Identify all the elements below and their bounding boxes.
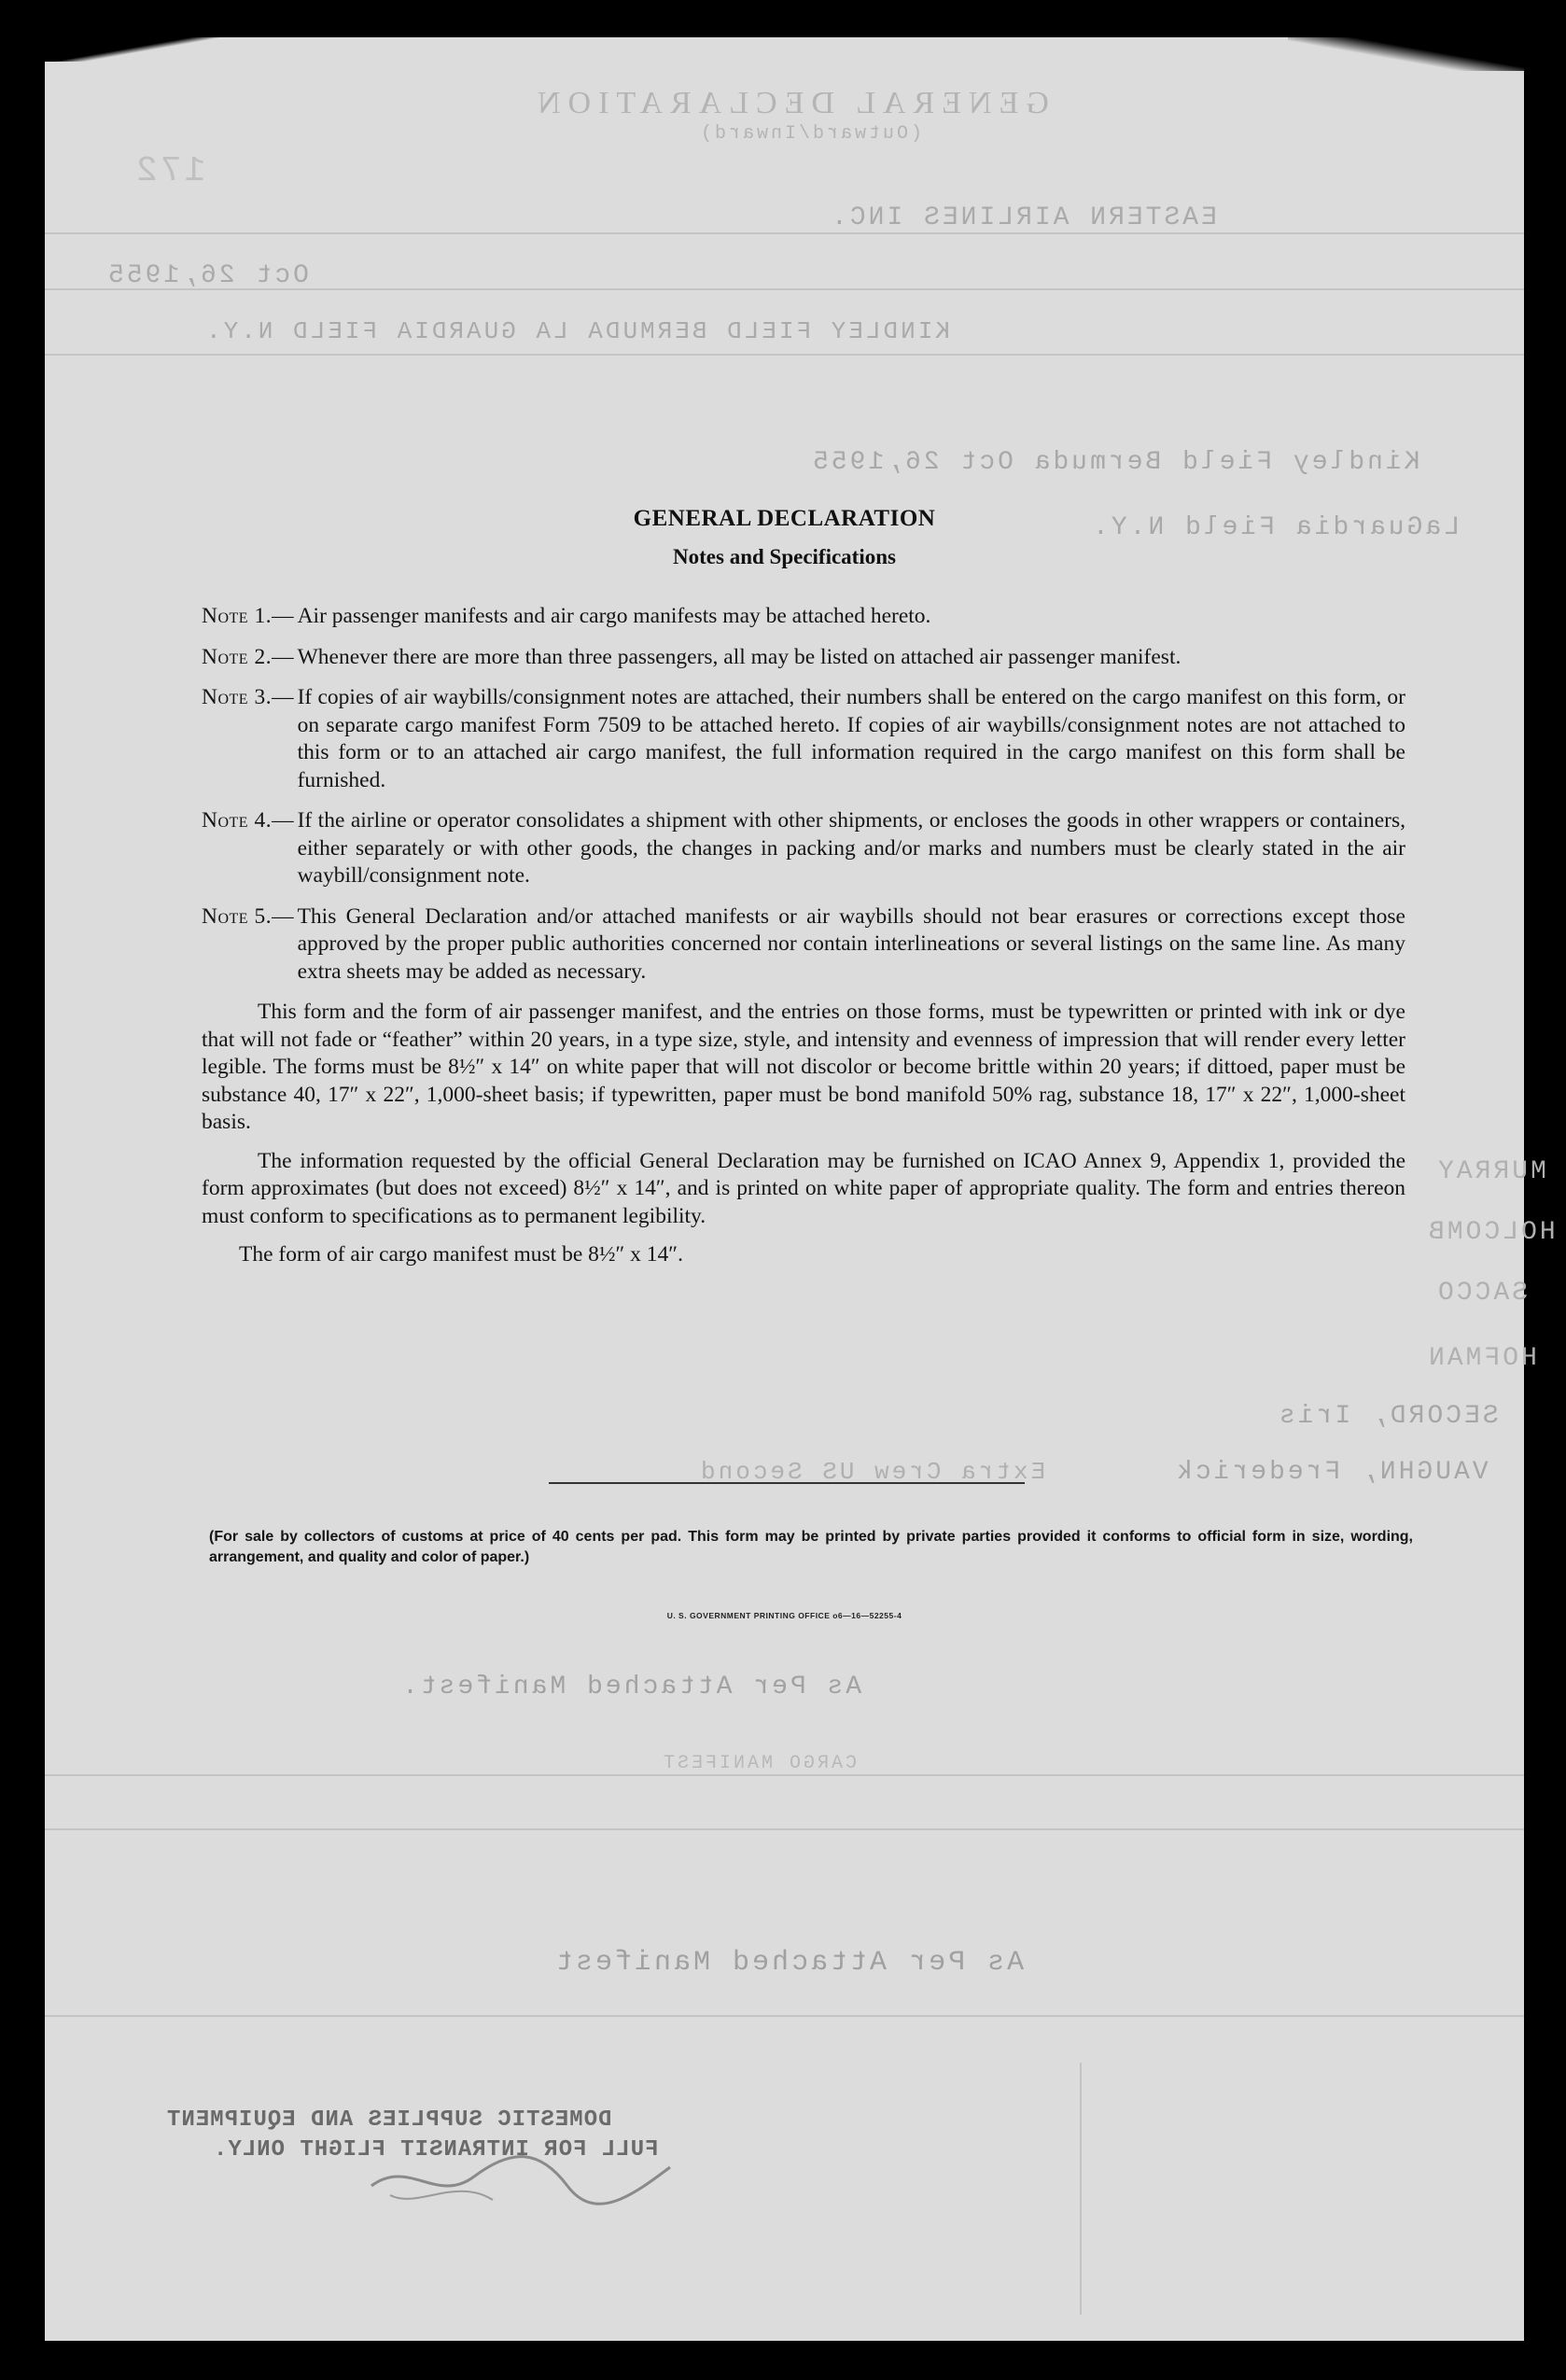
bleed-crew-row: Extra Crew US Second bbox=[698, 1458, 1046, 1486]
icao-paragraph: The information requested by the official General Declaration may be furnished on ICAO Annex 9, Appendix 1, provided the form approximates (but does not exceed) 8½″ x 14″, and is printed on white paper of appropriate quality. The form and entries thereon must conform to specifications as to permanent legibility. bbox=[202, 1148, 1405, 1228]
bleed-name-6: VAUGHN, Frederick bbox=[1174, 1458, 1489, 1487]
note-5-text: This General Declaration and/or attached manifests or air waybills should not bear erasures or corrections except those approved by the proper public authorities concerned nor contain interlineations or several listings on the same line. As many extra sheets may be added as necessary. bbox=[297, 903, 1405, 984]
cargo-manifest-size-line: The form of air cargo manifest must be 8½″ x 14″. bbox=[239, 1242, 683, 1267]
bleed-name-5: SECORD, Iris bbox=[1277, 1402, 1499, 1431]
bleed-name-1: MURRAY bbox=[1435, 1157, 1546, 1186]
bleed-subheader: (Outward/Inward) bbox=[698, 123, 923, 145]
note-1-label: Note 1. bbox=[202, 604, 273, 628]
bleed-route: KINDLEY FIELD BERMUDA LA GUARDIA FIELD N.Y. bbox=[203, 317, 950, 345]
bleed-name-4: HOFMAN bbox=[1426, 1344, 1537, 1373]
note-3-text: If copies of air waybills/consignment notes are attached, their numbers shall be entered on the cargo manifest on this form, or on separate cargo manifest Form 7509 to be attached hereto. If copies of air waybills/consignment notes are not attached to this form or to an attached air cargo manifest, the full information required in the cargo manifest on this form shall be furnished. bbox=[297, 685, 1405, 792]
bleed-name-3: SACCO bbox=[1435, 1279, 1529, 1308]
bleed-operator: EASTERN AIRLINES INC. bbox=[829, 203, 1217, 232]
bleed-number: 172 bbox=[133, 151, 206, 191]
bleed-name-2: HOLCOMB bbox=[1426, 1218, 1556, 1247]
page-title: GENERAL DECLARATION bbox=[633, 506, 936, 531]
bleed-header: GENERAL DECLARATION bbox=[530, 86, 1049, 120]
note-4-text: If the airline or operator consolidates a shipment with other shipments, or encloses the goods in other wrappers or containers, either separately or with other goods, the changes in packing and/or marks and numbers must be clearly stated in the air waybill/consignment note. bbox=[297, 808, 1405, 888]
printer-line: U. S. GOVERNMENT PRINTING OFFICE o6—16—52255-4 bbox=[666, 1611, 902, 1620]
note-2-label: Note 2. bbox=[202, 644, 273, 669]
bleed-cargo-header: CARGO MANIFEST bbox=[661, 1753, 858, 1774]
note-2-text: Whenever there are more than three passengers, all may be listed on attached air passenger manifest. bbox=[297, 644, 1181, 669]
bleed-cargo-manifest: As Per Attached Manifest bbox=[553, 1947, 1025, 1979]
note-1: Note 1.— Air passenger manifests and air cargo manifests may be attached hereto. bbox=[202, 603, 1405, 631]
divider-rule bbox=[549, 1482, 1025, 1484]
note-2: Note 2.— Whenever there are more than three passengers, all may be listed on attached air passenger manifest. bbox=[202, 644, 1405, 672]
bleed-stamp-line-2: FULL FOR INTRANSIT FLIGHT ONLY. bbox=[213, 2137, 659, 2163]
top-left-tear bbox=[45, 37, 231, 62]
sale-notice: (For sale by collectors of customs at price of 40 cents per pad. This form may be printed by private parties provided it conforms to official form in size, wording, arrangement, and quality and color of paper.) bbox=[209, 1529, 1413, 1565]
bleed-flight: Oct 26,1955 bbox=[105, 261, 309, 290]
note-1-text: Air passenger manifests and air cargo manifests may be attached hereto. bbox=[297, 604, 931, 628]
note-4-label: Note 4. bbox=[202, 808, 273, 833]
bleed-pax-manifest: As Per Attached Manifest. bbox=[399, 1673, 862, 1701]
note-5: Note 5.— This General Declaration and/or attached manifests or air waybills should not bear erasures or corrections except those approved by the proper public authorities concerned nor contain interlineations or several listings on the same line. As many extra sheets may be added as necessary. bbox=[202, 903, 1405, 987]
bleed-stamp-line-1: DOMESTIC SUPPLIES AND EQUIPMENT bbox=[166, 2107, 612, 2133]
page-subtitle: Notes and Specifications bbox=[673, 545, 896, 568]
notes-section bbox=[202, 603, 1405, 1269]
top-right-tear bbox=[1288, 37, 1524, 71]
note-3: Note 3.— If copies of air waybills/consignment notes are attached, their numbers shall be entered on the cargo manifest on this form, or on separate cargo manifest Form 7509 to be attached hereto. If copies of air waybills/consignment notes are not attached to this form or to an attached air cargo manifest, the full information required in the cargo manifest on this form shall be furnished. bbox=[202, 684, 1405, 794]
document-page bbox=[45, 37, 1556, 2341]
paper-requirements-paragraph: This form and the form of air passenger manifest, and the entries on those forms, must be typewritten or printed with ink or dye that will not fade or “feather” within 20 years, in a type size, style, and intensity and evenness of impression that will render every letter legible. The forms must be 8½″ x 14″ on white paper that will not discolor or become brittle within 20 years; if dittoed, paper must be substance 40, 17″ x 22″, 1,000-sheet basis; if typewritten, paper must be bond manifold 50% rag, substance 18, 17″ x 22″, 1,000-sheet basis. bbox=[202, 1000, 1405, 1134]
note-3-label: Note 3. bbox=[202, 685, 273, 709]
bleed-place-2: LaGuardia Field N.Y. bbox=[1090, 513, 1461, 542]
note-5-label: Note 5. bbox=[202, 903, 273, 929]
bleed-place-1: Kindley Field Bermuda Oct 26,1955 bbox=[810, 448, 1420, 477]
handwritten-signature bbox=[353, 2121, 689, 2223]
note-4: Note 4.— If the airline or operator consolidates a shipment with other shipments, or encloses the goods in other wrappers or containers, either separately or with other goods, the changes in packing and/or marks and numbers must be clearly stated in the air waybill/consignment note. bbox=[202, 807, 1405, 890]
